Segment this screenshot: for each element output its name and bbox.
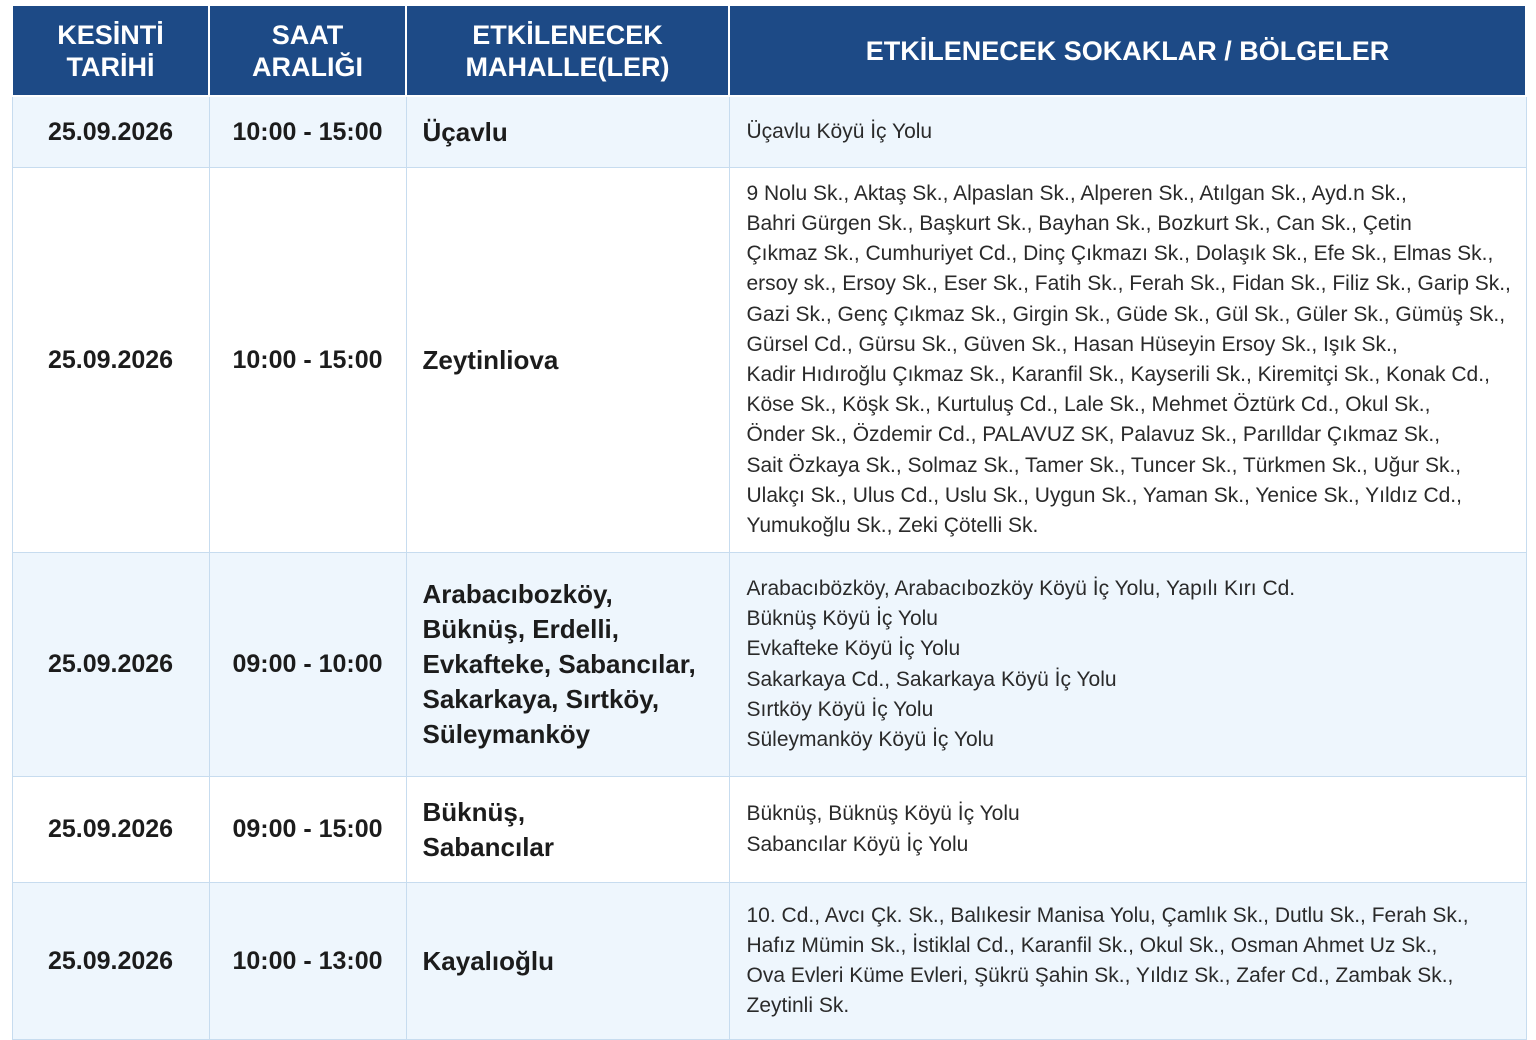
streets-cell bbox=[729, 168, 1526, 553]
street-line: Sırtköy Köyü İç Yolu bbox=[746, 697, 934, 721]
street-line: Ulakçı Sk., Ulus Cd., Uslu Sk., Uygun Sk., Yaman Sk., Yenice Sk., Yıldız Cd., bbox=[746, 483, 1462, 507]
neighborhood-line: Büknüş, Erdelli, bbox=[422, 614, 619, 644]
header-streets: ETKİLENECEK SOKAKLAR / BÖLGELER bbox=[729, 6, 1526, 96]
outage-date: 25.09.2026 bbox=[12, 553, 209, 777]
header-row bbox=[12, 6, 1526, 96]
street-line: Sakarkaya Cd., Sakarkaya Köyü İç Yolu bbox=[746, 667, 1117, 691]
neighborhoods-cell bbox=[406, 168, 729, 553]
streets-cell bbox=[729, 777, 1526, 883]
street-line: 10. Cd., Avcı Çk. Sk., Balıkesir Manisa Yolu, Çamlık Sk., Dutlu Sk., Ferah Sk., bbox=[746, 903, 1469, 927]
neighborhood-line: Büknüş, bbox=[422, 796, 526, 827]
outage-date: 25.09.2026 bbox=[12, 777, 209, 883]
neighborhoods-cell bbox=[406, 553, 729, 777]
time-range: 10:00 - 15:00 bbox=[209, 168, 406, 553]
table-row bbox=[12, 553, 1526, 777]
street-line: Ova Evleri Küme Evleri, Şükrü Şahin Sk., Yıldız Sk., Zafer Cd., Zambak Sk., bbox=[746, 964, 1454, 987]
table-row bbox=[12, 883, 1526, 1040]
street-line: Yumukoğlu Sk., Zeki Çötelli Sk. bbox=[746, 514, 1039, 538]
time-range: 09:00 - 10:00 bbox=[209, 553, 406, 777]
neighborhoods-cell bbox=[406, 777, 729, 883]
neighborhood-line: Evkafteke, Sabancılar, bbox=[422, 649, 696, 679]
outage-table bbox=[11, 6, 1527, 1040]
neighborhood-line: Arabacıbozköy, bbox=[422, 579, 613, 609]
header-time bbox=[209, 6, 406, 96]
street-line: 9 Nolu Sk., Aktaş Sk., Alpaslan Sk., Alperen Sk., Atılgan Sk., Ayd.n Sk., bbox=[746, 181, 1407, 205]
table-row bbox=[12, 777, 1526, 883]
street-line: Büknüş Köyü İç Yolu bbox=[746, 607, 938, 631]
street-line: ersoy sk., Ersoy Sk., Eser Sk., Fatih Sk., Ferah Sk., Fidan Sk., Filiz Sk., Garip Sk., bbox=[746, 272, 1511, 296]
outage-table-container bbox=[11, 6, 1525, 1040]
street-line: Kadir Hıdıroğlu Çıkmaz Sk., Karanfil Sk., Kayserili Sk., Kiremitçi Sk., Konak Cd., bbox=[746, 363, 1490, 386]
outage-date: 25.09.2026 bbox=[12, 96, 209, 168]
street-line: Zeytinli Sk. bbox=[746, 994, 850, 1018]
header-neighborhoods-line: MAHALLE(LER) bbox=[465, 51, 670, 82]
street-line: Bahri Gürgen Sk., Başkurt Sk., Bayhan Sk., Bozkurt Sk., Can Sk., Çetin bbox=[746, 211, 1412, 235]
header-time-line: ARALIĞI bbox=[252, 51, 363, 82]
outage-date: 25.09.2026 bbox=[12, 883, 209, 1040]
header-neighborhoods-line: ETKİLENECEK bbox=[472, 19, 663, 50]
street-line: Hafız Mümin Sk., İstiklal Cd., Karanfil Sk., Okul Sk., Osman Ahmet Uz Sk., bbox=[746, 933, 1438, 957]
street-line: Evkafteke Köyü İç Yolu bbox=[746, 637, 961, 661]
street-line: Gürsel Cd., Gürsu Sk., Güven Sk., Hasan Hüseyin Ersoy Sk., Işık Sk., bbox=[746, 332, 1398, 356]
street-line: Önder Sk., Özdemir Cd., PALAVUZ SK, Palavuz Sk., Parılldar Çıkmaz Sk., bbox=[746, 423, 1441, 447]
neighborhood-line: Kayalıoğlu bbox=[422, 945, 554, 976]
street-line: Sait Özkaya Sk., Solmaz Sk., Tamer Sk., Tuncer Sk., Türkmen Sk., Uğur Sk., bbox=[746, 453, 1462, 477]
time-range: 09:00 - 15:00 bbox=[209, 777, 406, 883]
street-line: Süleymanköy Köyü İç Yolu bbox=[746, 727, 994, 751]
time-range: 10:00 - 13:00 bbox=[209, 883, 406, 1040]
outage-date: 25.09.2026 bbox=[12, 168, 209, 553]
street-line: Büknüş, Büknüş Köyü İç Yolu bbox=[746, 802, 1020, 826]
street-line: Arabacıbözköy, Arabacıbozköy Köyü İç Yolu, Yapılı Kırı Cd. bbox=[746, 576, 1296, 600]
streets-cell bbox=[729, 883, 1526, 1040]
header-neighborhoods bbox=[406, 6, 729, 96]
neighborhood-line: Süleymanköy bbox=[422, 719, 591, 749]
street-line: Sabancılar Köyü İç Yolu bbox=[746, 832, 969, 856]
header-date-line: TARİHİ bbox=[66, 51, 155, 82]
header-date bbox=[12, 6, 209, 96]
neighborhoods-cell bbox=[406, 96, 729, 168]
neighborhood-line: Üçavlu bbox=[422, 116, 508, 147]
header-date-line: KESİNTİ bbox=[57, 19, 164, 50]
neighborhood-line: Sakarkaya, Sırtköy, bbox=[422, 684, 660, 714]
streets-cell bbox=[729, 553, 1526, 777]
street-line: Çıkmaz Sk., Cumhuriyet Cd., Dinç Çıkmazı Sk., Dolaşık Sk., Efe Sk., Elmas Sk., bbox=[746, 242, 1494, 266]
street-line: Gazi Sk., Genç Çıkmaz Sk., Girgin Sk., Güde Sk., Gül Sk., Güler Sk., Gümüş Sk., bbox=[746, 302, 1506, 326]
table-row bbox=[12, 168, 1526, 553]
streets-cell bbox=[729, 96, 1526, 168]
table-row bbox=[12, 96, 1526, 168]
time-range: 10:00 - 15:00 bbox=[209, 96, 406, 168]
street-line: Üçavlu Köyü İç Yolu bbox=[746, 119, 933, 143]
street-line: Köse Sk., Köşk Sk., Kurtuluş Cd., Lale Sk., Mehmet Öztürk Cd., Okul Sk., bbox=[746, 393, 1431, 417]
neighborhood-line: Sabancılar bbox=[422, 831, 555, 862]
neighborhood-line: Zeytinliova bbox=[422, 344, 559, 375]
header-time-line: SAAT bbox=[271, 19, 344, 50]
neighborhoods-cell bbox=[406, 883, 729, 1040]
